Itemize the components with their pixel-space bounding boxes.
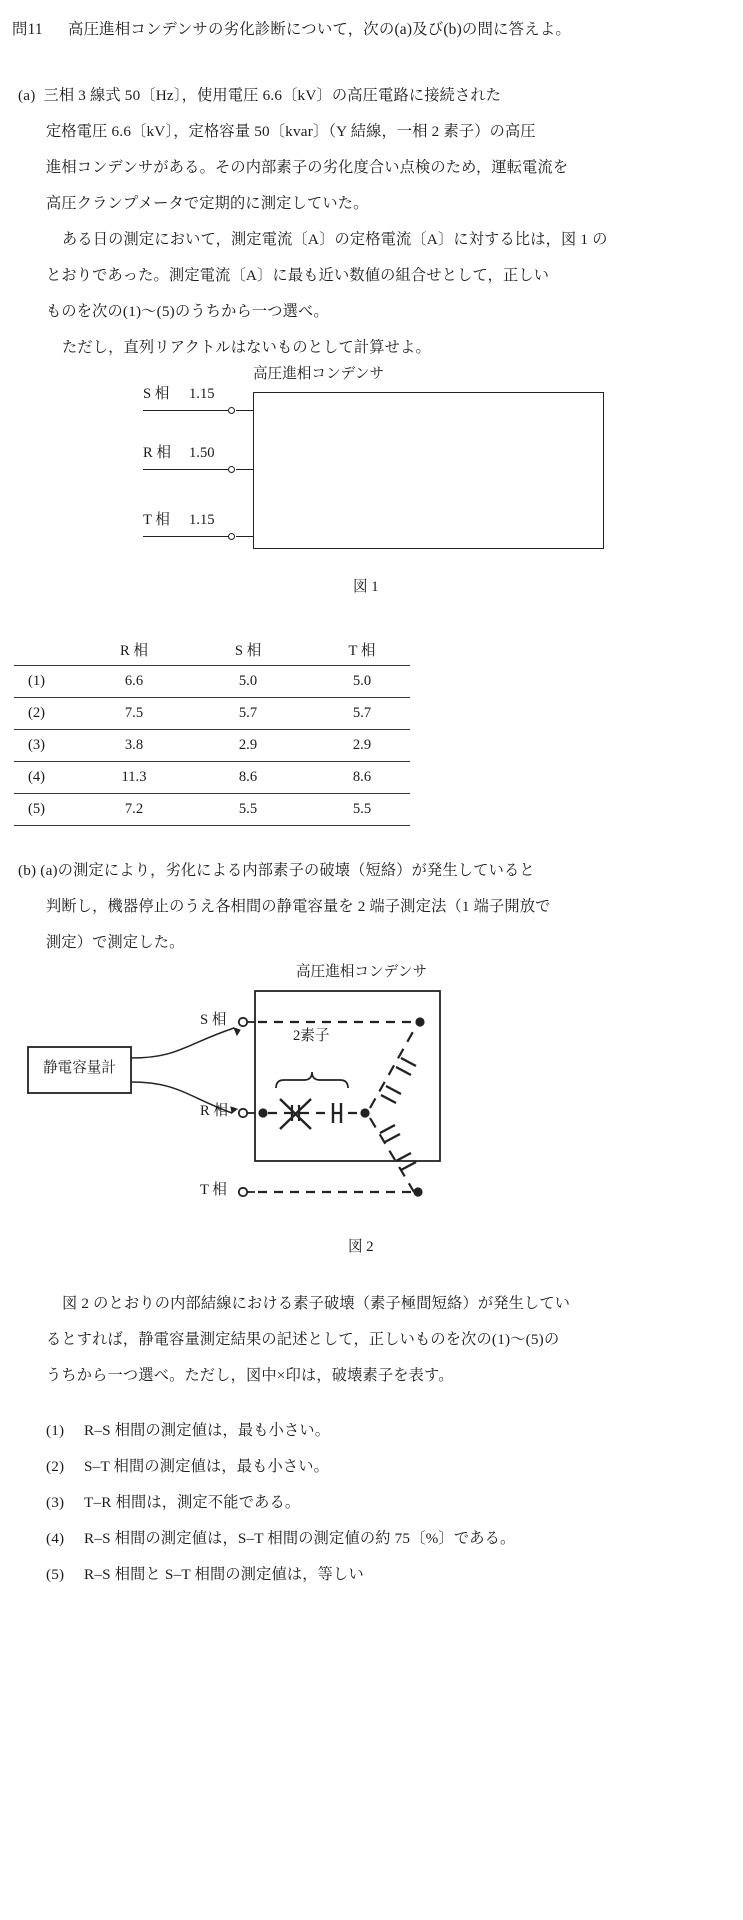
figure-2-r-phase-label: R 相 bbox=[200, 1103, 228, 1119]
figure-2-r-phase-terminal bbox=[239, 1109, 247, 1117]
figure-2-arrow-lower-icon bbox=[231, 1107, 237, 1113]
table-cell-s: 2.9 bbox=[238, 737, 258, 753]
table-cell-spacer bbox=[296, 666, 314, 698]
part-b-line-1: (b) (a)の測定により，劣化による内部素子の破壊（短絡）が発生していると bbox=[18, 862, 535, 879]
option-1-text: R–S 相間の測定値は，最も小さい。 bbox=[84, 1422, 331, 1439]
part-a-line-2: 定格電圧 6.6〔kV〕，定格容量 50〔kvar〕（Y 結線，一相 2 素子）の高圧 bbox=[46, 123, 536, 140]
figure-1-title: 高圧進相コンデンサ bbox=[253, 366, 385, 382]
table-cell-spacer bbox=[182, 666, 200, 698]
figure-1-s-phase-label: S 相 bbox=[143, 386, 170, 402]
table-cell-spacer bbox=[182, 794, 200, 826]
part-b-body-line-3: うちから一つ選べ。ただし，図中×印は，破壊素子を表す。 bbox=[46, 1367, 454, 1384]
option-3-index: (3) bbox=[46, 1494, 65, 1511]
table-row bbox=[14, 698, 410, 730]
figure-1-s-phase-wire-right bbox=[236, 410, 254, 411]
part-a-line-5: ある日の測定において，測定電流〔A〕の定格電流〔A〕に対する比は，図 1 の bbox=[62, 231, 608, 248]
figure-1-t-phase-label: T 相 bbox=[143, 512, 170, 528]
part-a-line-4: 高圧クランプメータで定期的に測定していた。 bbox=[46, 195, 369, 212]
figure-2-meter-label: 静電容量計 bbox=[43, 1060, 116, 1076]
table-row-index: (5) bbox=[28, 801, 46, 817]
figure-2-capacitor-box bbox=[255, 991, 440, 1161]
table-header-row bbox=[14, 634, 410, 666]
figure-1-r-phase-label: R 相 bbox=[143, 445, 171, 461]
part-a-line-7: ものを次の(1)〜(5)のうちから一つ選べ。 bbox=[46, 303, 329, 320]
figure-2-element-count-label: 2素子 bbox=[293, 1028, 330, 1044]
figure-1-t-phase-ratio: 1.15 bbox=[189, 512, 215, 528]
figure-1-t-phase-terminal bbox=[228, 533, 235, 540]
figure-1-s-phase-terminal bbox=[228, 407, 235, 414]
option-2-text: S–T 相間の測定値は，最も小さい。 bbox=[84, 1458, 330, 1475]
table-header-r: R 相 bbox=[120, 643, 148, 659]
question-heading: 高圧進相コンデンサの劣化診断について，次の(a)及び(b)の問に答えよ。 bbox=[68, 21, 572, 38]
option-5-index: (5) bbox=[46, 1566, 65, 1583]
part-b-line-3: 測定）で測定した。 bbox=[46, 934, 185, 951]
figure-1-capacitor-box bbox=[253, 392, 604, 549]
table-row bbox=[14, 794, 410, 826]
figure-1-s-phase-wire-left bbox=[143, 410, 230, 411]
part-b-line-2: 判断し，機器停止のうえ各相間の静電容量を 2 端子測定法（1 端子開放で bbox=[46, 898, 551, 915]
table-cell-t: 2.9 bbox=[352, 737, 372, 753]
option-2-index: (2) bbox=[46, 1458, 65, 1475]
part-a-line-1: (a) 三相 3 線式 50〔Hz〕，使用電圧 6.6〔kV〕の高圧電路に接続された bbox=[18, 87, 502, 104]
part-b-body-line-2: るとすれば，静電容量測定結果の記述として，正しいものを次の(1)〜(5)の bbox=[46, 1331, 560, 1348]
figure-2-arrow-upper-icon bbox=[234, 1028, 240, 1035]
table-cell-spacer bbox=[296, 794, 314, 826]
table-cell-t: 8.6 bbox=[352, 769, 372, 785]
figure-2-s-node bbox=[415, 1017, 424, 1026]
table-row bbox=[14, 730, 410, 762]
part-a-line-6: とおりであった。測定電流〔A〕に最も近い数値の組合せとして，正しい bbox=[46, 267, 550, 284]
table-cell-r: 7.2 bbox=[124, 801, 144, 817]
figure-2-caption: 図 2 bbox=[348, 1239, 374, 1255]
figure-2-t-phase-terminal bbox=[239, 1188, 247, 1196]
figure-2-title: 高圧進相コンデンサ bbox=[296, 964, 428, 980]
table-cell-t: 5.0 bbox=[352, 673, 372, 689]
table-header-s: S 相 bbox=[234, 643, 262, 659]
table-cell-spacer bbox=[182, 762, 200, 794]
table-row-index: (3) bbox=[28, 737, 46, 753]
option-3-text: T–R 相間は，測定不能である。 bbox=[84, 1494, 301, 1511]
question-number: 問11 bbox=[12, 21, 43, 38]
figure-2-s-phase-terminal bbox=[239, 1018, 247, 1026]
part-b-body-line-1: 図 2 のとおりの内部結線における素子破壊（素子極間短絡）が発生してい bbox=[62, 1295, 571, 1312]
figure-1-t-phase-wire-right bbox=[236, 536, 254, 537]
part-a-line-8: ただし，直列リアクトルはないものとして計算せよ。 bbox=[62, 339, 431, 356]
table-row-index: (4) bbox=[28, 769, 46, 785]
table-cell-s: 5.5 bbox=[238, 801, 258, 817]
option-4-index: (4) bbox=[46, 1530, 65, 1547]
table-cell-spacer bbox=[296, 730, 314, 762]
table-header-spacer-2 bbox=[296, 634, 314, 666]
table-cell-spacer bbox=[182, 698, 200, 730]
table-row-index: (1) bbox=[28, 673, 46, 689]
figure-1-t-phase-wire-left bbox=[143, 536, 230, 537]
table-cell-r: 6.6 bbox=[124, 673, 144, 689]
table-cell-s: 8.6 bbox=[238, 769, 258, 785]
figure-2-diagram bbox=[0, 987, 743, 1217]
table-header-blank bbox=[14, 634, 86, 666]
table-cell-t: 5.5 bbox=[352, 801, 372, 817]
table-cell-r: 7.5 bbox=[124, 705, 144, 721]
option-4-text: R–S 相間の測定値は，S–T 相間の測定値の約 75〔%〕である。 bbox=[84, 1530, 516, 1547]
figure-2-meter-lead-upper bbox=[131, 1028, 234, 1058]
table-cell-spacer bbox=[182, 730, 200, 762]
table-header-t: T 相 bbox=[348, 643, 376, 659]
table-cell-s: 5.0 bbox=[238, 673, 258, 689]
table-cell-r: 11.3 bbox=[121, 769, 147, 785]
table-header-spacer-1 bbox=[182, 634, 200, 666]
table-row bbox=[14, 762, 410, 794]
figure-2-neutral-node bbox=[360, 1108, 369, 1117]
table-cell-spacer bbox=[296, 762, 314, 794]
option-5-text: R–S 相間と S–T 相間の測定値は，等しい bbox=[84, 1566, 364, 1583]
figure-1-s-phase-ratio: 1.15 bbox=[189, 386, 215, 402]
figure-1-r-phase-ratio: 1.50 bbox=[189, 445, 215, 461]
table-cell-t: 5.7 bbox=[352, 705, 372, 721]
figure-1-r-phase-wire-left bbox=[143, 469, 230, 470]
figure-2 bbox=[0, 965, 743, 1220]
figure-2-r-node bbox=[258, 1108, 267, 1117]
figure-1-caption: 図 1 bbox=[353, 579, 379, 595]
table-cell-s: 5.7 bbox=[238, 705, 258, 721]
table-row bbox=[14, 666, 410, 698]
part-a-line-3: 進相コンデンサがある。その内部素子の劣化度合い点検のため，運転電流を bbox=[46, 159, 569, 176]
figure-1-r-phase-wire-right bbox=[236, 469, 254, 470]
option-1-index: (1) bbox=[46, 1422, 65, 1439]
answer-choices-table bbox=[14, 634, 410, 826]
figure-2-s-phase-label: S 相 bbox=[200, 1012, 227, 1028]
table-cell-spacer bbox=[296, 698, 314, 730]
figure-2-t-phase-label: T 相 bbox=[200, 1182, 227, 1198]
figure-1-r-phase-terminal bbox=[228, 466, 235, 473]
table-cell-r: 3.8 bbox=[124, 737, 144, 753]
figure-2-t-node bbox=[413, 1187, 422, 1196]
table-row-index: (2) bbox=[28, 705, 46, 721]
